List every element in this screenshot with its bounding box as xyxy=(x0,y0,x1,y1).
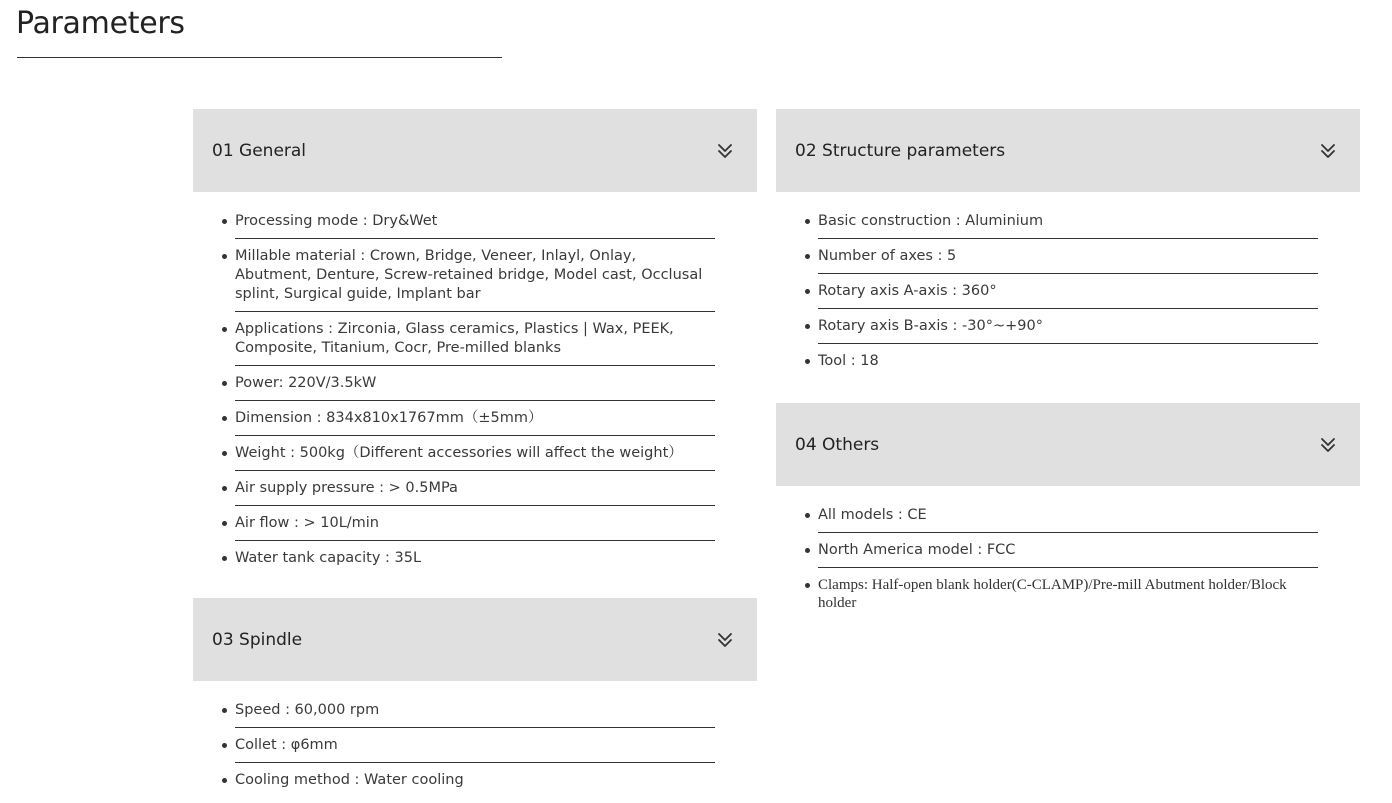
param-item xyxy=(216,401,715,436)
param-text: Dimension : 834x810x1767mm（±5mm） xyxy=(235,410,543,426)
section-spindle-title: 03 Spindle xyxy=(212,629,303,650)
param-text: Air flow : > 10L/min xyxy=(235,515,380,531)
param-text: Processing mode : Dry&Wet xyxy=(235,213,438,229)
param-text: Millable material : Crown, Bridge, Veneer, Inlayl, Onlay, Abutment, Denture, Screw-retained bridge, Model cast, Occlusal splint, Surgical guide, Implant bar xyxy=(235,248,703,302)
param-item xyxy=(799,239,1318,274)
param-item xyxy=(216,763,715,798)
section-spindle xyxy=(193,598,757,803)
section-general-list xyxy=(193,192,757,598)
section-structure-header[interactable] xyxy=(776,109,1360,192)
param-text: Weight : 500kg（Different accessories will affect the weight） xyxy=(235,445,683,461)
param-item xyxy=(216,693,715,728)
section-structure xyxy=(776,109,1360,403)
param-item xyxy=(799,274,1318,309)
section-spindle-list xyxy=(193,681,757,803)
section-general-title: 01 General xyxy=(212,140,307,161)
param-text: Water tank capacity : 35L xyxy=(235,550,422,566)
section-others-list xyxy=(776,486,1360,638)
right-column xyxy=(776,109,1360,638)
param-text: Rotary axis B-axis : -30°~+90° xyxy=(818,318,1043,334)
title-divider xyxy=(17,57,502,58)
param-item xyxy=(216,436,715,471)
param-text: Applications : Zirconia, Glass ceramics, Plastics | Wax, PEEK, Composite, Titanium, Cocr, Pre-milled blanks xyxy=(235,321,674,356)
param-item xyxy=(216,471,715,506)
double-chevron-down-icon[interactable] xyxy=(1319,142,1337,160)
param-text: Basic construction : Aluminium xyxy=(818,213,1044,229)
param-text: All models : CE xyxy=(818,507,927,523)
param-item xyxy=(216,312,715,366)
param-text: Number of axes : 5 xyxy=(818,248,957,264)
left-column xyxy=(193,109,757,803)
param-text: Cooling method : Water cooling xyxy=(235,772,464,788)
param-item xyxy=(216,204,715,239)
param-text: Power: 220V/3.5kW xyxy=(235,375,377,391)
double-chevron-down-icon[interactable] xyxy=(716,142,734,160)
section-structure-list xyxy=(776,192,1360,403)
section-spindle-header[interactable] xyxy=(193,598,757,681)
param-text: North America model : FCC xyxy=(818,542,1016,558)
double-chevron-down-icon[interactable] xyxy=(716,631,734,649)
double-chevron-down-icon[interactable] xyxy=(1319,436,1337,454)
section-structure-title: 02 Structure parameters xyxy=(795,140,1006,161)
param-text: Air supply pressure : > 0.5MPa xyxy=(235,480,458,496)
param-item xyxy=(216,366,715,401)
param-item xyxy=(799,568,1318,620)
param-text: Speed : 60,000 rpm xyxy=(235,702,380,718)
param-item xyxy=(799,533,1318,568)
param-text: Tool : 18 xyxy=(818,353,879,369)
section-general-header[interactable] xyxy=(193,109,757,192)
section-others-header[interactable] xyxy=(776,403,1360,486)
param-item xyxy=(799,204,1318,239)
param-item xyxy=(216,541,715,576)
param-text: Rotary axis A-axis : 360° xyxy=(818,283,997,299)
param-item xyxy=(799,309,1318,344)
param-item xyxy=(799,498,1318,533)
param-text: Clamps: Half-open blank holder(C-CLAMP)/Pre-mill Abutment holder/Block holder xyxy=(818,577,1287,611)
param-text: Collet : φ6mm xyxy=(235,737,338,753)
param-item xyxy=(216,506,715,541)
section-others xyxy=(776,403,1360,638)
section-general xyxy=(193,109,757,598)
param-item xyxy=(216,728,715,763)
param-item xyxy=(216,239,715,312)
section-others-title: 04 Others xyxy=(795,434,880,455)
page-title: Parameters xyxy=(16,6,185,41)
param-item xyxy=(799,344,1318,379)
